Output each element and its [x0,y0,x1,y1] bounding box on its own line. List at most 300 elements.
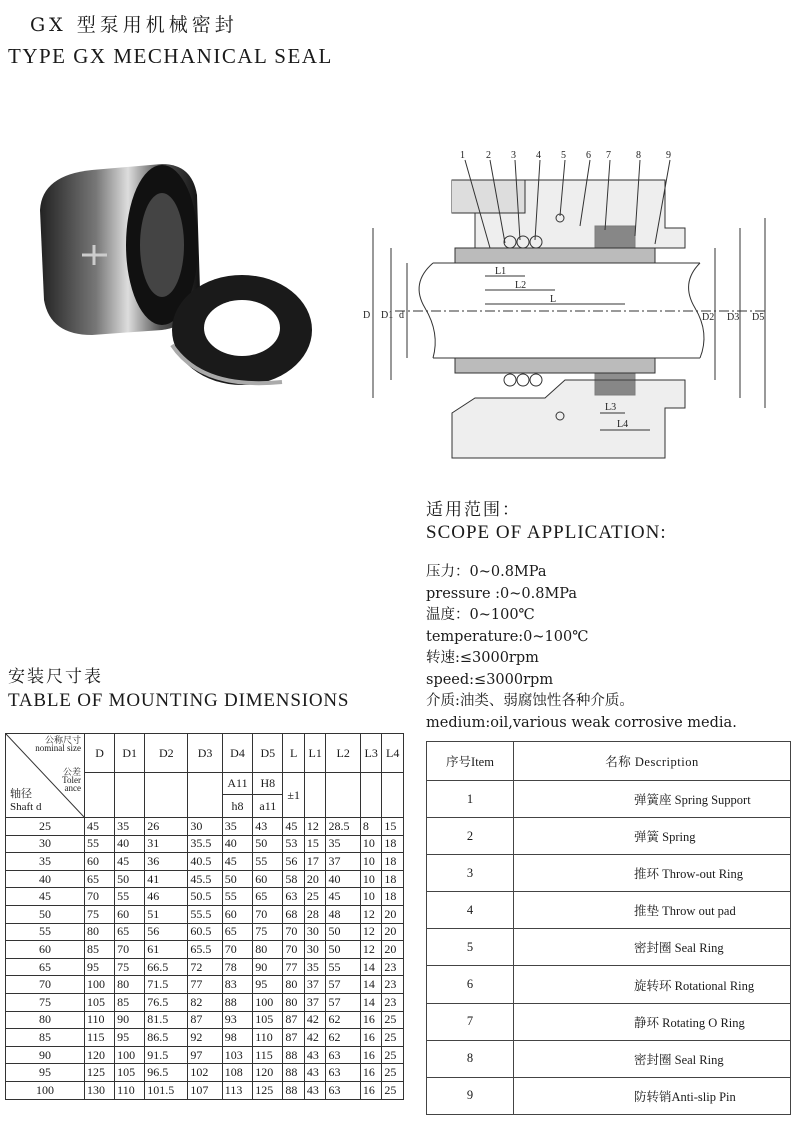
part-number-1: 1 [460,150,465,161]
label-L3: L3 [605,402,617,413]
shaft-diameter-cell: 95 [6,1064,85,1082]
dimension-rows [6,818,404,1100]
dimension-cell: 23 [382,958,404,976]
label-D: D [363,310,371,321]
dimension-cell: 23 [382,976,404,994]
table-row [6,888,404,906]
col-D4: D4 [222,734,252,773]
dimension-cell: 107 [188,1081,222,1099]
dimension-cell: 60 [85,853,115,871]
dimension-cell: 45 [85,818,115,836]
dimension-cell: 105 [85,993,115,1011]
item-number: 6 [427,966,514,1003]
dimension-cell: 75 [253,923,283,941]
dimension-cell: 50 [326,923,360,941]
scope-line: 介质:油类、弱腐蚀性各种介质。 [426,693,634,709]
item-number: 7 [427,1003,514,1040]
dimension-cell: 55 [222,888,252,906]
table-row [6,818,404,836]
dimension-cell: 80 [115,976,145,994]
dimension-cell: 70 [283,941,305,959]
dimension-cell: 17 [304,853,326,871]
tol-D4-top: A11 [222,773,252,795]
col-L3: L3 [360,734,382,773]
item-description: 防转销Anti-slip Pin [514,1077,791,1114]
table-row [6,1029,404,1047]
dimension-cell: 95 [85,958,115,976]
dimension-cell: 28.5 [326,818,360,836]
dimension-cell: 110 [115,1081,145,1099]
dimension-cell: 16 [360,1064,382,1082]
part-number-5: 5 [561,150,566,161]
dimension-cell: 35.5 [188,835,222,853]
label-L2: L2 [515,280,527,291]
item-description: 推环 Throw-out Ring [514,855,791,892]
dimension-cell: 10 [360,888,382,906]
dimension-cell: 110 [253,1029,283,1047]
dimension-cell: 25 [304,888,326,906]
dimension-cell: 12 [360,905,382,923]
label-D2: D2 [702,312,715,323]
dimension-cell: 63 [283,888,305,906]
dimension-cell: 15 [304,835,326,853]
dimension-cell: 102 [188,1064,222,1082]
scope-line: pressure :0~0.8MPa [426,585,578,602]
shaft-diameter-cell: 50 [6,905,85,923]
dimension-cell: 77 [283,958,305,976]
corner-header-cell [6,734,85,818]
dimension-cell: 16 [360,1081,382,1099]
tol-D4-bottom: h8 [222,795,252,818]
corner-tol-en: Toler ance [62,775,81,793]
dimension-cell: 85 [115,993,145,1011]
dimension-cell: 60 [253,870,283,888]
label-D3: D3 [727,312,740,323]
part-number-3: 3 [511,150,516,161]
seal-bore-shape [140,193,184,297]
dimension-cell: 60 [222,905,252,923]
dimension-cell: 65 [115,923,145,941]
dimension-cell: 63 [326,1081,360,1099]
product-photo [22,150,322,400]
dimension-cell: 88 [283,1081,305,1099]
dimension-cell: 95 [253,976,283,994]
dimension-cell: 125 [253,1081,283,1099]
item-number: 1 [427,781,514,818]
dimension-cell: 50 [222,870,252,888]
dimension-cell: 100 [253,993,283,1011]
item-number-header: 序号Item [427,742,514,781]
item-number: 9 [427,1077,514,1114]
dimension-cell: 91.5 [145,1046,188,1064]
label-L4: L4 [617,419,629,430]
dimension-cell: 30 [304,923,326,941]
dimension-cell: 71.5 [145,976,188,994]
shaft-diameter-cell: 45 [6,888,85,906]
dimension-cell: 113 [222,1081,252,1099]
table-row [6,976,404,994]
item-description: 旋转环 Rotational Ring [514,966,791,1003]
dimension-cell: 20 [382,923,404,941]
dimension-cell: 70 [253,905,283,923]
dimension-cell: 48 [326,905,360,923]
dimension-cell: 58 [283,870,305,888]
dimension-cell: 55 [85,835,115,853]
dimension-cell: 18 [382,870,404,888]
list-item [427,1077,791,1114]
item-description: 弹簧 Spring [514,818,791,855]
dimension-cell: 80 [283,976,305,994]
corner-tol-cn: 公差 [62,767,81,777]
scope-line: 温度：0~100℃ [426,607,535,623]
dimension-cell: 115 [85,1029,115,1047]
dimension-cell: 108 [222,1064,252,1082]
dimension-cell: 87 [283,1011,305,1029]
dimension-cell: 55.5 [188,905,222,923]
item-number: 5 [427,929,514,966]
corner-shaft-en: Shaft d [10,801,42,813]
dimension-cell: 50.5 [188,888,222,906]
dimension-cell: 43 [304,1064,326,1082]
dimension-cell: 90 [115,1011,145,1029]
scope-line: 压力：0~0.8MPa [426,564,547,580]
dimension-cell: 55 [115,888,145,906]
col-D2: D2 [145,734,188,773]
dimension-cell: 14 [360,993,382,1011]
item-number: 4 [427,892,514,929]
table-row [6,905,404,923]
dimension-cell: 96.5 [145,1064,188,1082]
dimension-cell: 40 [326,870,360,888]
dimension-cell: 100 [85,976,115,994]
dimension-cell: 15 [382,818,404,836]
item-number: 3 [427,855,514,892]
shaft-diameter-cell: 65 [6,958,85,976]
static-ring-hole [204,300,280,356]
table-row [6,941,404,959]
dimension-cell: 31 [145,835,188,853]
table-row [6,1011,404,1029]
seal-cross-section-drawing [355,148,800,460]
dimension-cell: 65 [222,923,252,941]
item-number: 8 [427,1040,514,1077]
dimension-cell: 10 [360,835,382,853]
dimension-cell: 70 [85,888,115,906]
dimension-cell: 12 [304,818,326,836]
part-number-8: 8 [636,150,641,161]
label-L: L [550,294,557,305]
label-L1: L1 [495,266,507,277]
list-item [427,855,791,892]
dimension-cell: 37 [304,993,326,1011]
dimension-cell: 103 [222,1046,252,1064]
dimension-cell: 35 [304,958,326,976]
dimension-cell: 51 [145,905,188,923]
dimension-cell: 105 [115,1064,145,1082]
dimension-cell: 87 [188,1011,222,1029]
corner-nominal-en: nominal size [35,743,81,753]
dimension-cell: 110 [85,1011,115,1029]
dimension-cell: 56 [145,923,188,941]
dimension-cell: 37 [304,976,326,994]
dimension-cell: 30 [304,941,326,959]
dimension-cell: 14 [360,958,382,976]
dimension-cell: 60.5 [188,923,222,941]
dimension-cell: 43 [253,818,283,836]
dimension-cell: 81.5 [145,1011,188,1029]
dimension-cell: 120 [253,1064,283,1082]
dimension-cell: 98 [222,1029,252,1047]
dimension-cell: 63 [326,1046,360,1064]
label-D5: D5 [752,312,765,323]
shaft-diameter-cell: 80 [6,1011,85,1029]
list-item [427,818,791,855]
dimension-cell: 26 [145,818,188,836]
dimension-cell: 115 [253,1046,283,1064]
list-item [427,1003,791,1040]
corner-nominal-cn: 公称尺寸 [44,735,81,745]
table-row [6,958,404,976]
shaft-diameter-cell: 100 [6,1081,85,1099]
dimension-cell: 20 [304,870,326,888]
item-description: 密封圈 Seal Ring [514,1040,791,1077]
dimension-cell: 90 [253,958,283,976]
dimension-cell: 101.5 [145,1081,188,1099]
dimension-cell: 86.5 [145,1029,188,1047]
dimension-cell: 12 [360,941,382,959]
dimension-cell: 10 [360,870,382,888]
shaft-diameter-cell: 30 [6,835,85,853]
dimension-cell: 70 [283,923,305,941]
item-description: 密封圈 Seal Ring [514,929,791,966]
table-row [6,993,404,1011]
dimension-cell: 35 [222,818,252,836]
dimension-cell: 18 [382,888,404,906]
dimension-cell: 70 [115,941,145,959]
dimension-cell: 45 [326,888,360,906]
dimension-cell: 25 [382,1046,404,1064]
dimension-cell: 82 [188,993,222,1011]
table-row [6,923,404,941]
shaft-diameter-cell: 90 [6,1046,85,1064]
dimension-cell: 88 [283,1046,305,1064]
dimension-cell: 55 [253,853,283,871]
label-d: d [399,310,404,321]
dimension-cell: 130 [85,1081,115,1099]
dimension-cell: 87 [283,1029,305,1047]
table-row [6,853,404,871]
dimension-cell: 40 [115,835,145,853]
dimension-cell: 43 [304,1046,326,1064]
dimension-cell: 85 [85,941,115,959]
dimension-cell: 45 [115,853,145,871]
list-item [427,781,791,818]
dimension-cell: 93 [222,1011,252,1029]
dimension-cell: 125 [85,1064,115,1082]
item-description: 弹簧座 Spring Support [514,781,791,818]
dimension-cell: 120 [85,1046,115,1064]
dimension-cell: 18 [382,853,404,871]
shaft-diameter-cell: 70 [6,976,85,994]
dimension-cell: 16 [360,1046,382,1064]
scope-line: speed:≤3000rpm [426,671,554,688]
dimension-cell: 61 [145,941,188,959]
dimension-cell: 28 [304,905,326,923]
dimension-cell: 25 [382,1029,404,1047]
table-row [6,835,404,853]
dimension-cell: 92 [188,1029,222,1047]
mounting-dimensions-table [5,733,404,1100]
shaft-diameter-cell: 55 [6,923,85,941]
dimension-cell: 57 [326,993,360,1011]
part-number-7: 7 [606,150,611,161]
dimension-cell: 97 [188,1046,222,1064]
dimension-cell: 45.5 [188,870,222,888]
scope-line: temperature:0~100℃ [426,628,589,645]
dimension-cell: 50 [115,870,145,888]
dimension-cell: 30 [188,818,222,836]
label-D1: D1 [381,310,394,321]
dimension-cell: 16 [360,1011,382,1029]
dimension-cell: 80 [253,941,283,959]
dimension-cell: 45 [283,818,305,836]
dimension-cell: 37 [326,853,360,871]
dimension-cell: 78 [222,958,252,976]
col-D3: D3 [188,734,222,773]
corner-shaft-cn: 轴径 [10,788,32,800]
list-item [427,929,791,966]
item-description: 静环 Rotating O Ring [514,1003,791,1040]
dimension-cell: 40 [222,835,252,853]
table-row [6,1046,404,1064]
dimension-cell: 23 [382,993,404,1011]
dimension-cell: 62 [326,1029,360,1047]
dimension-cell: 12 [360,923,382,941]
shaft-diameter-cell: 35 [6,853,85,871]
scope-list [426,562,737,734]
parts-rows [427,781,791,1115]
dimension-cell: 25 [382,1011,404,1029]
dimension-cell: 25 [382,1081,404,1099]
part-number-4: 4 [536,150,541,161]
parts-list-table [426,741,791,1115]
dimension-cell: 20 [382,941,404,959]
dimension-cell: 75 [85,905,115,923]
scope-title-chinese: 适用范围： [426,500,521,520]
col-L2: L2 [326,734,360,773]
dimension-cell: 65 [85,870,115,888]
scope-title-english: SCOPE OF APPLICATION: [426,522,667,543]
mounting-title-english: TABLE OF MOUNTING DIMENSIONS [8,690,350,711]
dimension-cell: 42 [304,1011,326,1029]
dimension-cell: 65 [253,888,283,906]
dimension-cell: 88 [222,993,252,1011]
scope-line: medium:oil,various weak corrosive media. [426,714,737,731]
part-number-9: 9 [666,150,671,161]
dimension-cell: 70 [222,941,252,959]
dimension-cell: 36 [145,853,188,871]
col-D5: D5 [253,734,283,773]
shaft-diameter-cell: 40 [6,870,85,888]
dimension-cell: 77 [188,976,222,994]
dimension-cell: 68 [283,905,305,923]
title-chinese: GX 型泵用机械密封 [30,14,238,36]
tol-L: ±1 [283,773,305,818]
dimension-cell: 95 [115,1029,145,1047]
dimension-cell: 63 [326,1064,360,1082]
dimension-cell: 14 [360,976,382,994]
dimension-cell: 83 [222,976,252,994]
table-row [6,1064,404,1082]
table-row [6,870,404,888]
dimension-cell: 88 [283,1064,305,1082]
part-number-6: 6 [586,150,591,161]
dimension-cell: 18 [382,835,404,853]
dimension-cell: 8 [360,818,382,836]
dimension-cell: 65.5 [188,941,222,959]
dimension-cell: 16 [360,1029,382,1047]
dimension-cell: 41 [145,870,188,888]
col-L: L [283,734,305,773]
dimension-cell: 43 [304,1081,326,1099]
list-item [427,966,791,1003]
title-english: TYPE GX MECHANICAL SEAL [8,44,333,68]
dimension-cell: 10 [360,853,382,871]
dimension-cell: 46 [145,888,188,906]
list-item [427,1040,791,1077]
col-D: D [85,734,115,773]
dimension-cell: 76.5 [145,993,188,1011]
dimension-cell: 25 [382,1064,404,1082]
dimension-cell: 105 [253,1011,283,1029]
dimension-cell: 35 [115,818,145,836]
col-L4: L4 [382,734,404,773]
dimension-cell: 75 [115,958,145,976]
dimension-cell: 60 [115,905,145,923]
item-description: 推垫 Throw out pad [514,892,791,929]
dimension-cell: 50 [253,835,283,853]
shaft-diameter-cell: 60 [6,941,85,959]
dimension-cell: 55 [326,958,360,976]
shaft-diameter-cell: 25 [6,818,85,836]
dimension-cell: 35 [326,835,360,853]
dimension-cell: 56 [283,853,305,871]
dimension-cell: 80 [85,923,115,941]
dimension-cell: 40.5 [188,853,222,871]
item-description-header: 名称 Description [514,742,791,781]
dimension-cell: 53 [283,835,305,853]
dimension-cell: 42 [304,1029,326,1047]
col-L1: L1 [304,734,326,773]
list-item [427,892,791,929]
dimension-cell: 62 [326,1011,360,1029]
dimension-cell: 100 [115,1046,145,1064]
tol-D5-top: H8 [253,773,283,795]
dimension-cell: 45 [222,853,252,871]
dimension-cell: 50 [326,941,360,959]
dimension-cell: 72 [188,958,222,976]
shaft-diameter-cell: 85 [6,1029,85,1047]
part-number-2: 2 [486,150,491,161]
shaft-diameter-cell: 75 [6,993,85,1011]
dimension-cell: 80 [283,993,305,1011]
item-number: 2 [427,818,514,855]
dimension-cell: 20 [382,905,404,923]
table-row [6,1081,404,1099]
dimension-cell: 57 [326,976,360,994]
scope-line: 转速:≤3000rpm [426,650,539,666]
mounting-title-chinese: 安装尺寸表 [8,667,103,687]
